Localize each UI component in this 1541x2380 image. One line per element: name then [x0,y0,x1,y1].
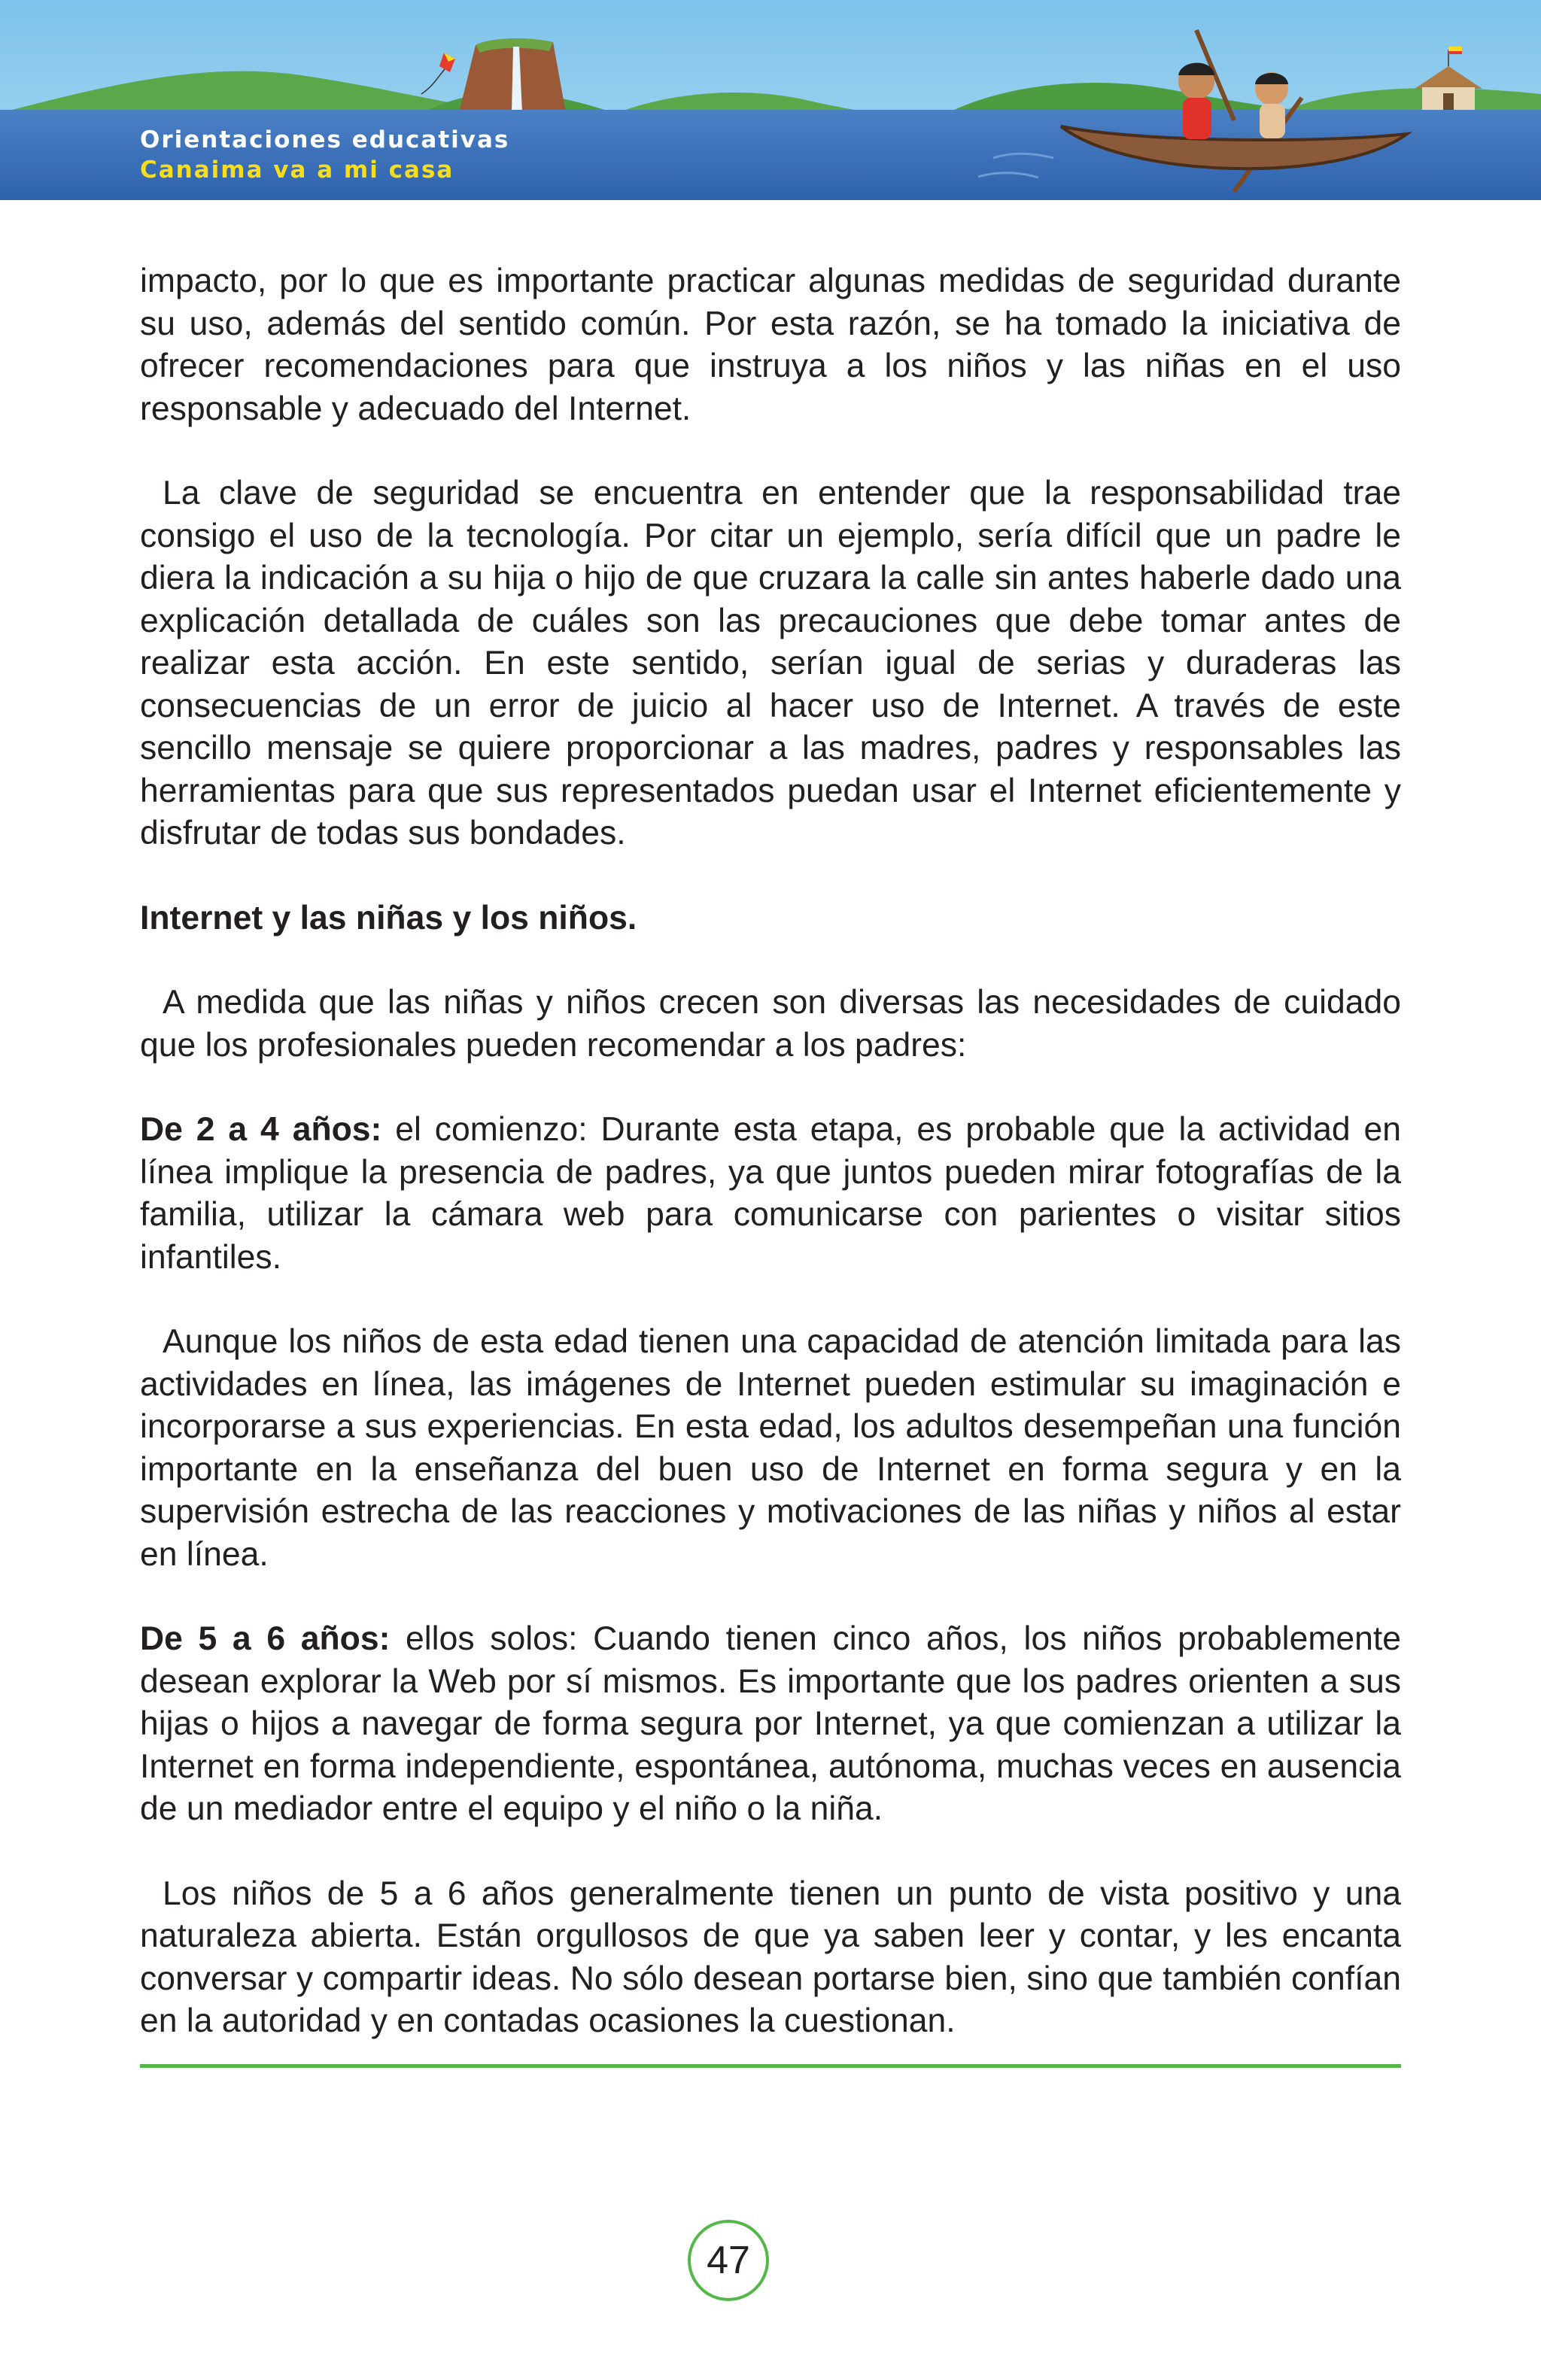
footer-divider [140,2064,1401,2068]
header-title: Orientaciones educativas [140,126,510,153]
paragraph-3: A medida que las niñas y niños crecen son diversas las necesidades de cuidado que los profesionales pueden recomendar a los padres: [140,984,1401,1064]
paragraph-5: Aunque los niños de esta edad tienen una capacidad de atención limitada para las actividades en línea, las imágenes de Internet pueden estimular su imaginación e incorporarse a sus experiencias. En esta edad, los adultos desempeñan una función importante en la enseñanza del buen uso de Internet en forma segura y en la supervisión estrecha de las reacciones y motivaciones de las niñas y niños al estar en línea. [140,1323,1401,1573]
paragraph-6 [140,1618,1401,1831]
paragraph-6-text: ellos solos: Cuando tienen cinco años, los niños probablemente desean explorar la Web por sí mismos. Es importante que los padres orienten a sus hijas o hijos a navegar de forma segura por Internet, ya que comienzan a utilizar la Internet en forma independiente, espontánea, autónoma, muchas veces en ausencia de un mediador entre el equipo y el niño o la niña. [140,1620,1401,1827]
paragraph-7: Los niños de 5 a 6 años generalmente tienen un punto de vista positivo y una naturaleza abierta. Están orgullosos de que ya saben leer y contar, y les encanta conversar y compartir ideas. No sólo desean portarse bien, sino que también confían en la autoridad y en contadas ocasiones la cuestionan. [140,1875,1401,2039]
age-label-2-4: De 2 a 4 años: [140,1111,382,1148]
page-number: 47 [688,2220,769,2301]
header-subtitle: Canaima va a mi casa [140,156,454,184]
paragraph-4 [140,1109,1401,1279]
page-body [140,260,1401,2085]
paragraph-2: La clave de seguridad se encuentra en entender que la responsabilidad trae consigo el uso de la tecnología. Por citar un ejemplo, sería difícil que un padre le diera la indicación a su hija o hijo de que cruzara la calle sin antes haberle dado una explicación detallada de cuáles son las precauciones que debe tomar antes de realizar esta acción. En este sentido, serían igual de serias y duraderas las consecuencias de un error de juicio al hacer uso de Internet. A través de este sencillo mensaje se quiere proporcionar a las madres, padres y responsables las herramientas para que sus representados puedan usar el Internet eficientemente y disfrutar de todas sus bondades. [140,475,1401,852]
paragraph-1: impacto, por lo que es importante practicar algunas medidas de seguridad durante su uso, además del sentido común. Por esta razón, se ha tomado la iniciativa de ofrecer recomendaciones para que instruya a los niños y las niñas en el uso responsable y adecuado del Internet. [140,263,1401,427]
paragraph-4-text: el comienzo: Durante esta etapa, es probable que la actividad en línea implique la presencia de padres, ya que juntos pueden mirar fotografías de la familia, utilizar la cámara web para comunicarse con parientes o visitar sitios infantiles. [140,1111,1401,1276]
header-banner [0,0,1541,200]
age-label-5-6: De 5 a 6 años: [140,1620,391,1657]
section-heading: Internet y las niñas y los niños. [140,899,637,937]
